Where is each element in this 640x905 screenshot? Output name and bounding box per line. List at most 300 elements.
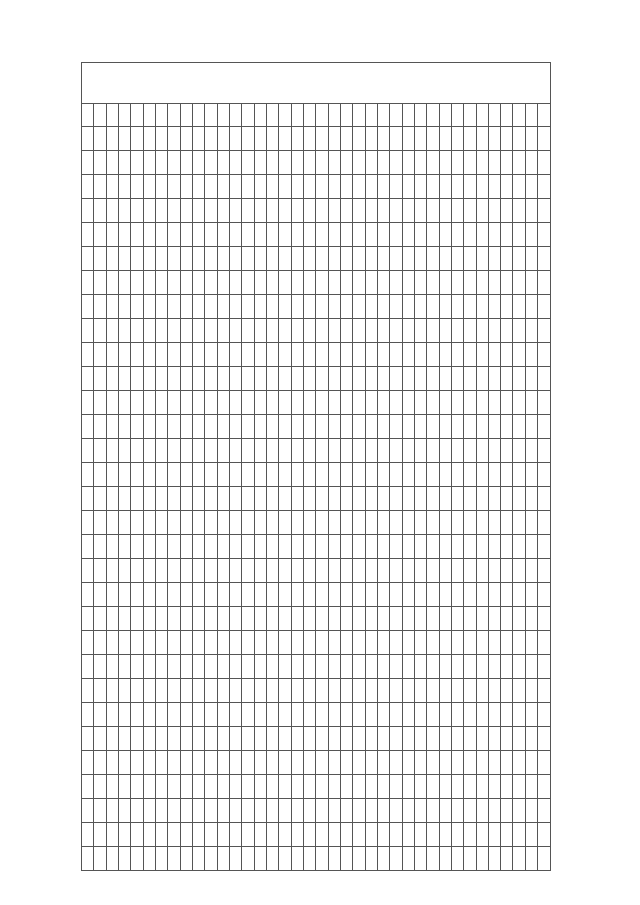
code-cell xyxy=(340,655,352,679)
code-cell xyxy=(94,679,106,703)
code-cell xyxy=(94,343,106,367)
code-cell xyxy=(254,415,266,439)
code-cell xyxy=(242,703,254,727)
table-row xyxy=(82,415,551,439)
code-cell xyxy=(168,559,180,583)
code-column-header xyxy=(229,104,241,127)
code-cell xyxy=(242,439,254,463)
code-cell xyxy=(340,151,352,175)
code-cell xyxy=(353,271,365,295)
code-cell xyxy=(279,247,291,271)
year-cell xyxy=(488,679,500,703)
code-cell xyxy=(106,247,118,271)
year-cell xyxy=(464,367,476,391)
code-cell xyxy=(106,151,118,175)
code-cell xyxy=(353,319,365,343)
code-cell xyxy=(402,415,414,439)
code-cell xyxy=(316,583,328,607)
code-cell xyxy=(82,223,94,247)
code-cell xyxy=(155,415,167,439)
code-cell xyxy=(118,223,130,247)
year-cell xyxy=(525,583,537,607)
code-cell xyxy=(118,559,130,583)
code-cell xyxy=(205,343,217,367)
code-cell xyxy=(143,823,155,847)
code-cell xyxy=(402,247,414,271)
code-cell xyxy=(229,223,241,247)
code-cell xyxy=(365,559,377,583)
code-cell xyxy=(143,415,155,439)
code-cell xyxy=(402,799,414,823)
criterion-cell xyxy=(451,175,463,199)
code-cell xyxy=(365,535,377,559)
year-cell xyxy=(525,799,537,823)
year-cell xyxy=(501,487,513,511)
code-cell xyxy=(390,127,402,151)
year-cell xyxy=(476,391,488,415)
code-cell xyxy=(118,439,130,463)
code-cell xyxy=(266,223,278,247)
code-cell xyxy=(180,199,192,223)
code-cell xyxy=(266,535,278,559)
code-cell xyxy=(131,583,143,607)
code-cell xyxy=(155,463,167,487)
code-cell xyxy=(340,223,352,247)
unit-cell xyxy=(439,127,451,151)
code-cell xyxy=(414,679,426,703)
code-cell xyxy=(82,535,94,559)
code-column-header xyxy=(340,104,352,127)
criterion-cell xyxy=(451,367,463,391)
code-cell xyxy=(377,823,389,847)
year-cell xyxy=(476,151,488,175)
code-cell xyxy=(340,511,352,535)
code-cell xyxy=(217,703,229,727)
year-cell xyxy=(525,727,537,751)
code-cell xyxy=(106,727,118,751)
year-cell xyxy=(525,247,537,271)
unit-cell xyxy=(439,151,451,175)
year-cell xyxy=(501,199,513,223)
code-cell xyxy=(303,199,315,223)
code-cell xyxy=(254,151,266,175)
code-cell xyxy=(340,751,352,775)
table-row xyxy=(82,751,551,775)
text-cell xyxy=(427,247,439,271)
code-column-header xyxy=(217,104,229,127)
code-cell xyxy=(291,559,303,583)
code-cell xyxy=(180,511,192,535)
text-cell xyxy=(427,751,439,775)
code-cell xyxy=(291,391,303,415)
code-cell xyxy=(328,799,340,823)
code-cell xyxy=(414,391,426,415)
code-cell xyxy=(205,151,217,175)
code-cell xyxy=(266,751,278,775)
code-cell xyxy=(205,559,217,583)
code-cell xyxy=(340,607,352,631)
code-cell xyxy=(377,727,389,751)
code-cell xyxy=(106,823,118,847)
code-cell xyxy=(340,199,352,223)
code-cell xyxy=(266,367,278,391)
code-cell xyxy=(143,439,155,463)
code-cell xyxy=(390,655,402,679)
code-cell xyxy=(131,175,143,199)
code-cell xyxy=(180,175,192,199)
code-cell xyxy=(328,415,340,439)
code-column-header xyxy=(94,104,106,127)
year-cell xyxy=(476,631,488,655)
code-cell xyxy=(106,775,118,799)
year-cell xyxy=(501,847,513,871)
code-cell xyxy=(82,199,94,223)
code-cell xyxy=(82,391,94,415)
year-cell xyxy=(513,799,525,823)
year-cell xyxy=(476,583,488,607)
code-cell xyxy=(143,607,155,631)
criterion-cell xyxy=(451,463,463,487)
code-cell xyxy=(328,247,340,271)
code-cell xyxy=(192,247,204,271)
year-cell xyxy=(501,703,513,727)
unit-cell xyxy=(439,391,451,415)
target-cell xyxy=(538,727,551,751)
year-cell xyxy=(476,295,488,319)
code-cell xyxy=(328,559,340,583)
code-cell xyxy=(254,439,266,463)
code-cell xyxy=(303,535,315,559)
code-cell xyxy=(82,583,94,607)
code-cell xyxy=(217,127,229,151)
code-cell xyxy=(143,703,155,727)
code-cell xyxy=(377,367,389,391)
table-row xyxy=(82,271,551,295)
code-cell xyxy=(143,271,155,295)
code-cell xyxy=(291,511,303,535)
code-cell xyxy=(82,487,94,511)
code-cell xyxy=(414,487,426,511)
code-cell xyxy=(205,775,217,799)
code-cell xyxy=(205,295,217,319)
year-cell xyxy=(476,511,488,535)
code-cell xyxy=(205,751,217,775)
code-cell xyxy=(229,175,241,199)
code-cell xyxy=(131,487,143,511)
code-cell xyxy=(279,367,291,391)
column-header-row xyxy=(82,104,551,127)
year-cell xyxy=(476,271,488,295)
code-cell xyxy=(291,727,303,751)
code-cell xyxy=(402,655,414,679)
code-cell xyxy=(242,127,254,151)
code-cell xyxy=(353,439,365,463)
code-cell xyxy=(180,679,192,703)
code-cell xyxy=(266,631,278,655)
code-cell xyxy=(180,319,192,343)
code-cell xyxy=(242,655,254,679)
code-cell xyxy=(414,511,426,535)
criterion-cell xyxy=(451,271,463,295)
code-cell xyxy=(365,463,377,487)
year-cell xyxy=(464,679,476,703)
year-cell xyxy=(501,343,513,367)
code-cell xyxy=(303,775,315,799)
code-cell xyxy=(192,679,204,703)
code-cell xyxy=(217,823,229,847)
code-cell xyxy=(303,415,315,439)
code-cell xyxy=(303,127,315,151)
code-cell xyxy=(303,631,315,655)
code-cell xyxy=(254,751,266,775)
code-cell xyxy=(402,127,414,151)
year-cell xyxy=(476,439,488,463)
program-table xyxy=(81,62,551,871)
code-cell xyxy=(168,127,180,151)
criterion-cell xyxy=(451,703,463,727)
code-cell xyxy=(402,343,414,367)
code-cell xyxy=(402,295,414,319)
code-cell xyxy=(94,247,106,271)
table-row xyxy=(82,535,551,559)
code-cell xyxy=(106,199,118,223)
year-cell xyxy=(488,727,500,751)
text-cell xyxy=(427,415,439,439)
code-column-header xyxy=(402,104,414,127)
code-cell xyxy=(229,127,241,151)
code-cell xyxy=(106,631,118,655)
code-cell xyxy=(316,823,328,847)
code-cell xyxy=(316,367,328,391)
year-cell xyxy=(501,799,513,823)
code-cell xyxy=(168,679,180,703)
code-cell xyxy=(254,367,266,391)
year-cell xyxy=(501,223,513,247)
code-cell xyxy=(118,775,130,799)
code-cell xyxy=(94,655,106,679)
code-column-header xyxy=(316,104,328,127)
code-column-header xyxy=(291,104,303,127)
code-cell xyxy=(266,655,278,679)
code-cell xyxy=(377,487,389,511)
year-cell xyxy=(501,607,513,631)
code-cell xyxy=(82,847,94,871)
unit-cell xyxy=(439,631,451,655)
code-cell xyxy=(106,343,118,367)
code-cell xyxy=(365,367,377,391)
year-cell xyxy=(488,151,500,175)
code-cell xyxy=(303,391,315,415)
code-cell xyxy=(217,559,229,583)
code-cell xyxy=(254,463,266,487)
code-column-header xyxy=(118,104,130,127)
code-cell xyxy=(131,391,143,415)
year-cell xyxy=(488,343,500,367)
code-cell xyxy=(192,295,204,319)
year-cell xyxy=(476,751,488,775)
code-cell xyxy=(143,151,155,175)
code-cell xyxy=(390,391,402,415)
code-cell xyxy=(414,631,426,655)
criterion-cell xyxy=(451,607,463,631)
year-cell xyxy=(513,463,525,487)
code-cell xyxy=(106,799,118,823)
code-cell xyxy=(377,511,389,535)
code-cell xyxy=(402,367,414,391)
code-cell xyxy=(414,439,426,463)
code-cell xyxy=(82,751,94,775)
year-cell xyxy=(488,631,500,655)
target-cell xyxy=(538,271,551,295)
code-cell xyxy=(353,799,365,823)
criterion-cell xyxy=(451,751,463,775)
code-cell xyxy=(106,271,118,295)
code-cell xyxy=(353,847,365,871)
code-cell xyxy=(377,223,389,247)
criterion-cell xyxy=(451,775,463,799)
table-row xyxy=(82,223,551,247)
code-column-header xyxy=(192,104,204,127)
text-cell xyxy=(427,559,439,583)
criterion-cell xyxy=(451,727,463,751)
year-cell xyxy=(513,295,525,319)
year-cell xyxy=(476,247,488,271)
year-cell xyxy=(513,151,525,175)
code-cell xyxy=(217,175,229,199)
code-cell xyxy=(131,679,143,703)
code-cell xyxy=(143,247,155,271)
table-row xyxy=(82,679,551,703)
criterion-cell xyxy=(451,127,463,151)
code-cell xyxy=(192,823,204,847)
code-cell xyxy=(192,535,204,559)
text-cell xyxy=(427,727,439,751)
year-cell xyxy=(488,439,500,463)
code-cell xyxy=(106,535,118,559)
code-cell xyxy=(192,391,204,415)
code-cell xyxy=(180,439,192,463)
code-cell xyxy=(205,271,217,295)
target-cell xyxy=(538,199,551,223)
text-cell xyxy=(427,271,439,295)
code-cell xyxy=(303,751,315,775)
code-cell xyxy=(155,655,167,679)
code-cell xyxy=(390,295,402,319)
year-cell xyxy=(476,823,488,847)
code-cell xyxy=(402,535,414,559)
year-cell xyxy=(501,175,513,199)
code-cell xyxy=(155,775,167,799)
code-cell xyxy=(291,415,303,439)
code-cell xyxy=(303,343,315,367)
criterion-cell xyxy=(451,559,463,583)
year-cell xyxy=(513,223,525,247)
code-cell xyxy=(279,175,291,199)
code-cell xyxy=(143,463,155,487)
code-cell xyxy=(291,463,303,487)
code-cell xyxy=(168,271,180,295)
code-cell xyxy=(254,799,266,823)
target-cell xyxy=(538,175,551,199)
code-cell xyxy=(118,175,130,199)
code-cell xyxy=(106,295,118,319)
code-cell xyxy=(266,199,278,223)
code-cell xyxy=(205,247,217,271)
code-cell xyxy=(217,391,229,415)
year-cell xyxy=(464,559,476,583)
unit-cell xyxy=(439,247,451,271)
code-cell xyxy=(303,799,315,823)
code-cell xyxy=(82,415,94,439)
text-cell xyxy=(427,583,439,607)
code-cell xyxy=(328,823,340,847)
year-cell xyxy=(476,799,488,823)
code-cell xyxy=(328,847,340,871)
code-cell xyxy=(390,535,402,559)
code-cell xyxy=(254,535,266,559)
code-cell xyxy=(192,487,204,511)
code-cell xyxy=(217,751,229,775)
code-cell xyxy=(254,655,266,679)
code-cell xyxy=(377,559,389,583)
code-cell xyxy=(353,367,365,391)
criterion-cell xyxy=(451,439,463,463)
code-cell xyxy=(365,823,377,847)
table-row xyxy=(82,559,551,583)
code-cell xyxy=(205,703,217,727)
year-cell xyxy=(513,583,525,607)
unit-cell xyxy=(439,655,451,679)
code-cell xyxy=(291,775,303,799)
code-cell xyxy=(229,679,241,703)
code-cell xyxy=(118,727,130,751)
year-cell xyxy=(513,511,525,535)
code-cell xyxy=(180,415,192,439)
code-column-header xyxy=(254,104,266,127)
code-cell xyxy=(365,607,377,631)
year-cell xyxy=(488,271,500,295)
code-column-header xyxy=(82,104,94,127)
code-cell xyxy=(316,343,328,367)
code-cell xyxy=(131,439,143,463)
code-cell xyxy=(143,559,155,583)
year-cell xyxy=(525,607,537,631)
code-cell xyxy=(303,511,315,535)
code-cell xyxy=(279,511,291,535)
code-cell xyxy=(168,319,180,343)
code-cell xyxy=(205,823,217,847)
code-cell xyxy=(328,295,340,319)
code-cell xyxy=(340,631,352,655)
code-cell xyxy=(402,847,414,871)
code-cell xyxy=(414,295,426,319)
code-cell xyxy=(303,247,315,271)
unit-cell xyxy=(439,439,451,463)
table-row xyxy=(82,295,551,319)
code-cell xyxy=(365,799,377,823)
table-row xyxy=(82,799,551,823)
year-cell xyxy=(476,223,488,247)
target-cell xyxy=(538,703,551,727)
code-cell xyxy=(82,799,94,823)
table-row xyxy=(82,655,551,679)
code-cell xyxy=(365,391,377,415)
code-cell xyxy=(402,199,414,223)
code-cell xyxy=(205,631,217,655)
code-cell xyxy=(303,655,315,679)
code-cell xyxy=(217,847,229,871)
code-cell xyxy=(254,295,266,319)
